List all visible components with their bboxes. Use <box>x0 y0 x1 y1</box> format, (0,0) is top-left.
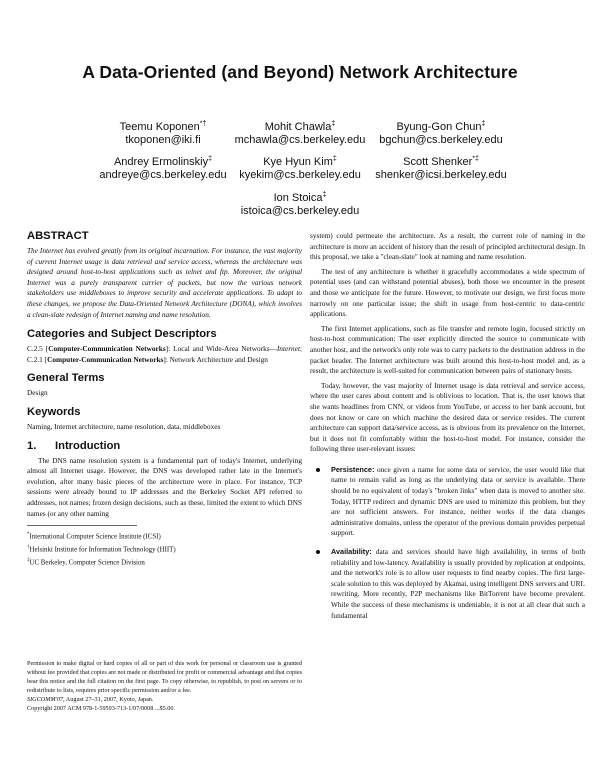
author-affiliation-mark: *† <box>199 120 207 128</box>
permission-notice <box>27 660 302 713</box>
author-affiliation-mark: ‡ <box>481 120 486 128</box>
categories-part: C.2.5 [ <box>27 344 49 354</box>
bullet-icon <box>316 550 320 554</box>
author-affiliation-mark: ‡ <box>332 155 337 163</box>
author-email: bgchun@cs.berkeley.edu <box>379 134 503 146</box>
footnote-text: UC Berkeley, Computer Science Division <box>29 558 145 566</box>
conference-details: August 27–31, 2007, Kyoto, Japan. <box>64 695 154 703</box>
categories-bold: Computer-Communication Networks <box>47 354 164 364</box>
permission-text: Permission to make digital or hard copies of all or part of this work for personal or classroom use is granted without fee provided that copies are not made or distributed for profit or commercial advantage and that copies bear this notice and the full citation on the first page. To copy otherwise, to republish, to post on servers or to redistribute to lists, requires prior specific permission and/or a fee. <box>27 660 302 694</box>
categories-part: ; C.2.1 [ <box>27 344 303 364</box>
list-item-body: once given a name for some data or service, the user would like that name to remain valid as long as the underlying data or service is available. There should be no equivalent of today's "broken links" when data is moved to another site. Today, HTTP redirect and dynamic DNS are used to minimize this problem, but they are not sufficient answers. For instance, neither works if the data changes administrative domains, unless the operator of the previous domain provides perpetual support. <box>331 464 585 538</box>
author-affiliation-mark: ‡ <box>331 120 336 128</box>
list-item <box>310 465 585 539</box>
author-affiliation-mark: ‡ <box>208 155 213 163</box>
list-item-text <box>331 465 585 539</box>
footnote <box>27 530 302 543</box>
footnote-mark: ‡ <box>27 557 30 563</box>
intro-paragraph: Today, however, the vast majority of Internet usage is data retrieval and service access, where the user cares about content and is oblivious to location. That is, the user knows that she wants headlines from CNN, or videos from YouTube, or access to her bank account, but does not know or care on which machine the desired data or service resides. The current architecture can support data/service access, as is obvious from its prevalence on the Internet, but it does not fit comfortably within the host-to-host model. For instance, consider the following three user-relevant issues: <box>310 380 585 454</box>
intro-paragraph-continued: system) could permeate the architecture. As a result, the current role of naming in the architecture is more an accident of history than the result of principled architectural design. In this proposal, we take a "clean-slate" look at naming and name resolution. <box>310 231 585 262</box>
author-email: istoica@cs.berkeley.edu <box>240 205 360 217</box>
author-name: Scott Shenker <box>403 156 473 168</box>
copyright-line: Copyright 2007 ACM 978-1-59593-713-1/07/0008 ...$5.00. <box>27 704 175 712</box>
keywords-heading: Keywords <box>27 405 81 418</box>
categories-bold: Computer-Communication Networks <box>48 344 166 354</box>
author-name: Andrey Ermolinskiy <box>113 156 209 168</box>
categories-text <box>27 344 302 365</box>
author-affiliation-mark: *‡ <box>472 155 479 163</box>
section-heading <box>27 440 302 452</box>
author-name: Byung-Gon Chun <box>396 121 482 133</box>
author-name: Teemu Koponen <box>119 121 200 133</box>
section-number: 1. <box>27 439 37 452</box>
abstract-text: The Internet has evolved greatly from its original incarnation. For instance, the vast majority of current Internet usage is data retrieval and service access, whereas the architecture was designed around host-to-host applications such as telnet and ftp. Moreover, the original Internet was a purely transparent carrier of packets, but now the various network stakeholders use middleboxes to improve security and accelerate applications. To adapt to these changes, we propose the Data-Oriented Network Architecture (DONA), which involves a clean-slate redesign of Internet naming and name resolution. <box>27 246 302 319</box>
general-terms-text: Design <box>27 388 48 398</box>
author-block <box>215 192 385 218</box>
footnote-text: Helsinki Institute for Information Technology (HIIT) <box>29 546 176 554</box>
footnote <box>27 556 302 569</box>
author-name: Kye Hyun Kim <box>263 156 333 168</box>
footnote-mark: † <box>27 544 30 550</box>
list-item-label: Persistence: <box>331 464 375 474</box>
footnote-mark: * <box>27 532 30 538</box>
categories-part: ]: Network Architecture and Design <box>163 354 268 364</box>
author-affiliation-mark: ‡ <box>322 191 327 199</box>
author-name: Mohit Chawla <box>264 121 332 133</box>
author-email: mchawla@cs.berkeley.edu <box>234 134 366 146</box>
list-item-body: data and services should have high availability, in terms of both reliability and low-latency. Availability is usually provided by replication at endpoints, and the network's role is to allow user requests to find nearby copies. The first large-scale solution to this was deployed by Akamai, using intelligent DNS servers and URL rewriting. More recently, P2P mechanisms like BitTorrent have become prevalent. While the success of these mechanisms is undeniable, it is not at all clear that such a fundamental <box>331 547 585 620</box>
author-block <box>356 156 526 182</box>
intro-paragraph: The first Internet applications, such as file transfer and remote login, focused strictly on host-to-host communication: The user explicitly directed the source to communicate with another host, and the network's only role was to carry packets to the destination address in the packet header. The Internet architecture was built around this host-to-host model and, as a result, the architecture is well-suited for communication between pairs of stationary hosts. <box>310 323 585 376</box>
author-email: shenker@icsi.berkeley.edu <box>375 169 507 181</box>
categories-italic: Internet <box>276 344 300 354</box>
left-column <box>27 230 302 568</box>
list-item-label: Availability: <box>331 547 372 557</box>
footnote-text: International Computer Science Institute (ICSI) <box>29 533 161 541</box>
categories-heading: Categories and Subject Descriptors <box>27 328 217 341</box>
general-terms-heading: General Terms <box>27 372 105 385</box>
author-email: andreye@cs.berkeley.edu <box>99 169 227 181</box>
conference-line <box>27 696 302 705</box>
footnote <box>27 543 302 556</box>
right-column <box>310 231 585 629</box>
author-block <box>356 121 526 147</box>
issue-list <box>310 465 585 621</box>
list-item <box>310 547 585 621</box>
author-email: tkoponen@iki.fi <box>125 134 201 146</box>
bullet-icon <box>316 468 320 472</box>
list-item-text <box>331 547 585 621</box>
conference-name: SIGCOMM'07, <box>27 695 65 703</box>
footnote-rule <box>27 525 176 568</box>
author-email: kyekim@cs.berkeley.edu <box>239 169 361 181</box>
categories-part: ]: Local and Wide-Area Networks— <box>165 344 277 354</box>
intro-paragraph: The DNS name resolution system is a fundamental part of today's Internet, underlying almost all Internet usage. However, the DNS was developed rather late in the Internet's evolution, after many basic pieces of the architecture were in place. For instance, TCP sessions were already bound to IP addresses and the Berkeley Socket API referred to addresses, not names; frozen design decisions, such as these, limited the extent to which DNS names (or any other naming <box>27 455 302 518</box>
author-name: Ion Stoica <box>273 192 323 204</box>
intro-paragraph: The test of any architecture is whether it gracefully accommodates a wide spectrum of potential uses (and can withstand potential abuses), both those we encounter in the present and those we anticipate for the future. However, to motivate our design, we first focus more narrowly on one particular issue; the shift in usage from host-centric to data-centric applications. <box>310 266 585 319</box>
paper-title: A Data-Oriented (and Beyond) Network Architecture <box>82 62 518 82</box>
keywords-text: Naming, Internet architecture, name resolution, data, middleboxes <box>27 421 221 431</box>
section-title: Introduction <box>55 439 121 452</box>
abstract-heading: ABSTRACT <box>27 230 89 242</box>
